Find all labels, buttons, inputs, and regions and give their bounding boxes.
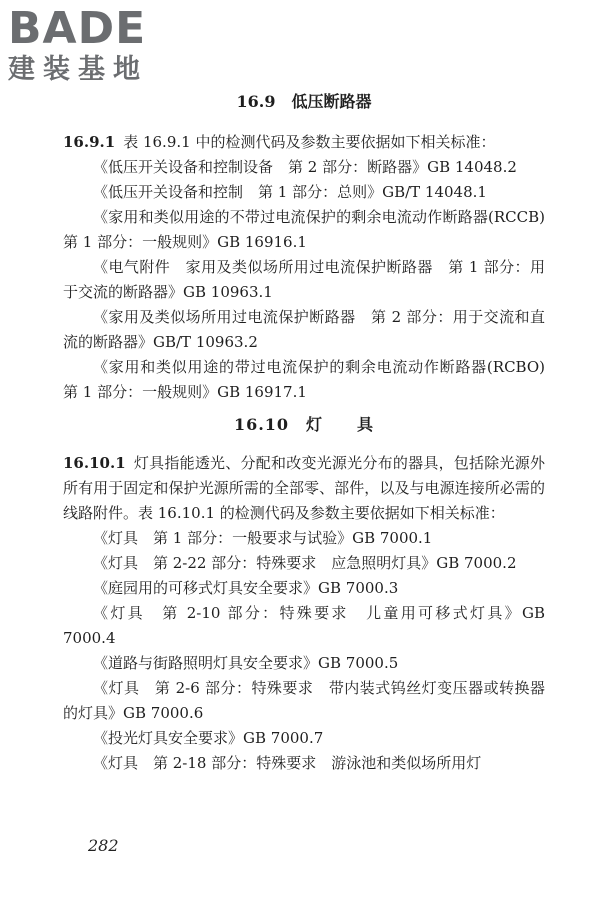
standard-reference: 《灯具 第 2-22 部分：特殊要求 应急照明灯具》GB 7000.2 bbox=[93, 554, 517, 572]
standard-reference: 《灯具 第 2-6 部分：特殊要求 带内装式钨丝灯变压器或转换器的灯具》GB 7000.6 bbox=[63, 679, 545, 722]
section-heading-16-9: 16.9 低压断路器 bbox=[236, 92, 372, 111]
standard-reference: 《家用和类似用途的不带过电流保护的剩余电流动作断路器(RCCB) 第 1 部分：一般规则》GB 16916.1 bbox=[63, 208, 545, 251]
standard-reference: 《灯具 第 2-10 部分：特殊要求 儿童用可移式灯具》GB 7000.4 bbox=[63, 604, 545, 647]
standard-reference: 《低压开关设备和控制 第 1 部分：总则》GB/T 14048.1 bbox=[93, 183, 487, 201]
clause-16-9-1 bbox=[63, 130, 545, 155]
section-heading-16-10: 16.10 灯 具 bbox=[233, 415, 375, 434]
logo-subtitle: 建装基地 bbox=[8, 54, 148, 85]
standard-reference: 《灯具 第 2-18 部分：特殊要求 游泳池和类似场所用灯 bbox=[93, 754, 482, 772]
clause-16-10-1 bbox=[63, 451, 545, 526]
clause-number: 16.10.1 bbox=[63, 454, 126, 472]
watermark-logo bbox=[8, 3, 178, 86]
standard-reference: 《家用和类似用途的带过电流保护的剩余电流动作断路器(RCBO) 第 1 部分：一般规则》GB 16917.1 bbox=[63, 358, 561, 401]
page-body bbox=[63, 92, 561, 776]
standard-reference: 《庭园用的可移式灯具安全要求》GB 7000.3 bbox=[93, 579, 399, 597]
clause-text: 灯具指能透光、分配和改变光源光分布的器具，包括除光源外所有用于固定和保护光源所需的全部零、部件，以及与电源连接所必需的线路附件。表 16.10.1 的检测代码及参数主要依据如下相关标准： bbox=[63, 454, 545, 522]
clause-text: 表 16.9.1 中的检测代码及参数主要依据如下相关标准： bbox=[123, 133, 496, 151]
standard-reference: 《电气附件 家用及类似场所用过电流保护断路器 第 1 部分：用于交流的断路器》GB 10963.1 bbox=[63, 258, 545, 301]
logo-wordmark: BADE bbox=[8, 3, 147, 54]
clause-number: 16.9.1 bbox=[63, 133, 116, 151]
standard-reference: 《灯具 第 1 部分：一般要求与试验》GB 7000.1 bbox=[93, 529, 433, 547]
standard-reference: 《道路与街路照明灯具安全要求》GB 7000.5 bbox=[93, 654, 399, 672]
standard-reference: 《低压开关设备和控制设备 第 2 部分：断路器》GB 14048.2 bbox=[93, 158, 517, 176]
standard-reference: 《家用及类似场所用过电流保护断路器 第 2 部分：用于交流和直流的断路器》GB/T 10963.2 bbox=[63, 308, 545, 351]
page-number: 282 bbox=[88, 836, 119, 855]
standard-reference: 《投光灯具安全要求》GB 7000.7 bbox=[93, 729, 324, 747]
